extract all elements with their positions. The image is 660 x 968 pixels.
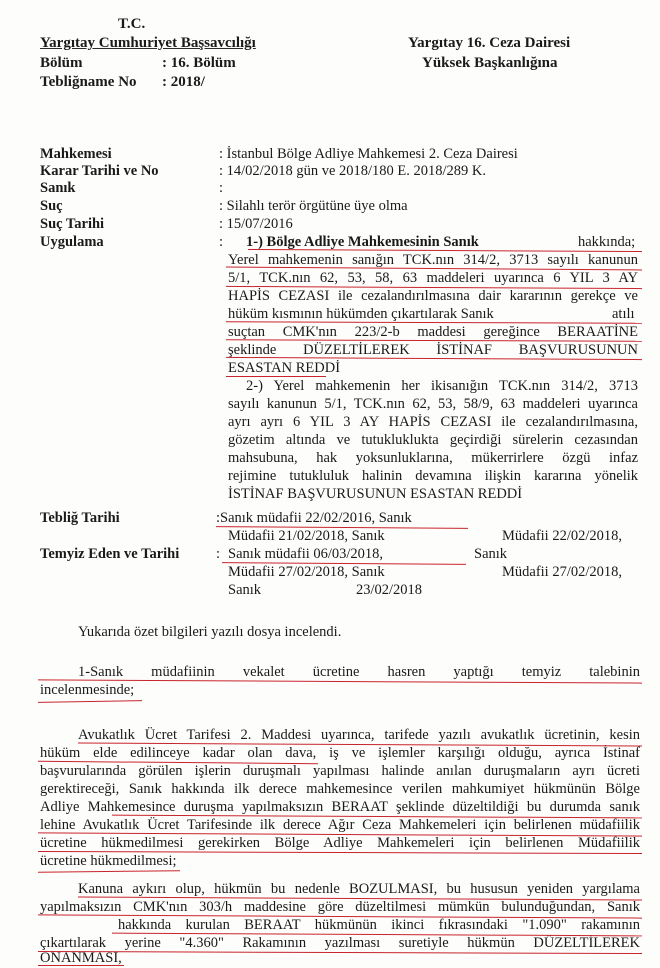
header-tebligname-value: : 2018/ xyxy=(162,74,205,90)
field-sanik-value: : xyxy=(219,180,224,196)
field-suc-value: : Silahlı terör örgütüne üye olma xyxy=(219,198,408,214)
body-p2-line-2: hüküm elde edilinceye kadar olan dava, iş ve işlemler karşılığı olduğu, ayrıca İstinaf xyxy=(40,745,640,761)
uygulama-line-9: 2-) Yerel mahkemenin her ikisanığın TCK.nın 314/2, 3713 xyxy=(246,378,638,394)
uygulama-line-12: gözetim altında ve tutukluklukta geçirdiği sürelerin cezasından xyxy=(228,432,638,448)
field-karar-label: Karar Tarihi ve No xyxy=(40,163,159,179)
uygulama-line-1a: 1-) Bölge Adliye Mahkemesinin Sanık xyxy=(246,234,479,250)
body-p3-line-2: yapılmaksızın CMK'nın 303/h maddesine göre düzeltilmesi mümkün bulunduğundan, Sanık xyxy=(40,899,640,915)
temyiz-line-3a: Sanık xyxy=(228,582,262,598)
uygulama-line-5a: hüküm kısmının hükümden çıkartılarak Sanık xyxy=(228,306,494,322)
uygulama-line-11: ayrı ayrı 6 YIL 3 AY HAPİS CEZASI ile cezalandırılmasına, xyxy=(228,414,638,430)
body-p3-line-4: çıkartılarak yerine "4.360" Rakamının yazılması suretiyle hükmün DÜZELTİLEREK xyxy=(40,935,640,951)
uygulama-line-1b: hakkında; xyxy=(578,234,636,250)
temyiz-line-1b: Sanık xyxy=(474,546,508,562)
body-p2-line-3: başvurularında görülen işlerin duruşmalı yapılması halinde anılan duruşmaların ayrı ücreti xyxy=(40,763,640,779)
teblig-line-2a: Müdafii 21/02/2018, Sanık xyxy=(228,528,385,544)
uygulama-line-2: Yerel mahkemenin sanığın TCK.nın 314/2, 3713 sayılı kanunun xyxy=(228,252,638,268)
body-p2-line-8: ücretine hükmedilmesi; xyxy=(40,853,177,869)
red-underline xyxy=(38,965,124,966)
field-suc-label: Suç xyxy=(40,198,63,214)
body-p3-line-1: Kanuna aykırı olup, hükmün bu nedenle BOZULMASI, bu hususun yeniden yargılama xyxy=(78,881,640,897)
header-tebligname-label: Tebliğname No xyxy=(40,74,137,90)
red-underline xyxy=(38,700,142,703)
field-suc-tarihi-value: : 15/07/2016 xyxy=(219,216,293,232)
header-left-title: Yargıtay Cumhuriyet Başsavcılığı xyxy=(40,35,256,51)
body-p2-line-4: gerektireceği, Sanık hakkında ilk derece mahkemesince verilen mahkumiyet hükmünün Bölge xyxy=(40,781,640,797)
uygulama-line-13: mahsubuna, hak yoksunluklarına, mükerrirlere özgü infaz xyxy=(228,450,638,466)
field-mahkemesi-value: : İstanbul Bölge Adliye Mahkemesi 2. Ceza Dairesi xyxy=(219,146,518,162)
field-uygulama-label: Uygulama xyxy=(40,234,104,250)
body-p2-line-5: Adliye Mahkemesince duruşma yapılmaksızın BERAAT şeklinde düzeltildiği bu durumda sanık xyxy=(40,799,640,815)
uygulama-line-15: İSTİNAF BAŞVURUSUNUN ESASTAN REDDİ xyxy=(228,486,523,502)
temyiz-colon: : xyxy=(216,546,221,562)
body-p2-line-1: Avukatlık Ücret Tarifesi 2. Maddesi uyarınca, tarifede yazılı avukatlık ücretinin, kesin xyxy=(78,727,640,743)
teblig-line-2b: Müdafii 22/02/2018, xyxy=(502,528,623,544)
body-p3-line-5: ONANMASI, xyxy=(40,950,122,966)
temyiz-line-2b: Müdafii 27/02/2018, xyxy=(502,564,623,580)
body-p1-line-1: 1-Sanık müdafiinin vekalet ücretine hasren yaptığı temyiz talebinin xyxy=(78,664,640,680)
header-bolum-value: : 16. Bölüm xyxy=(162,55,236,71)
field-karar-value: : 14/02/2018 gün ve 2018/180 E. 2018/289 K. xyxy=(219,163,487,179)
red-underline xyxy=(226,376,326,377)
field-uygulama-colon: : xyxy=(219,234,224,250)
body-p3-line-3: hakkında kurulan BERAAT hükmünün ikinci fıkrasındaki "1.090" rakamının xyxy=(118,917,640,933)
uygulama-line-4: HAPİS CEZASI ile cezalandırılmasına dair kararının gerekçe ve xyxy=(228,288,638,304)
header-bolum-label: Bölüm xyxy=(40,55,83,71)
uygulama-line-5b: atılı xyxy=(612,306,635,322)
body-p2-line-7: ücretine hükmedilmesi gerekirken Bölge Adliye Mahkemeleri için belirlenen Müdafiilik xyxy=(40,835,640,851)
header-tc: T.C. xyxy=(118,16,146,32)
field-suc-tarihi-label: Suç Tarihi xyxy=(40,216,105,232)
body-p1-line-2: incelenmesinde; xyxy=(40,682,135,698)
uygulama-line-14: rejimine tutukluluk halinin devamına ilişkin kararına yönelik xyxy=(228,468,638,484)
uygulama-line-6: suçtan CMK'nın 223/2-b maddesi gereğince BERAATİNE xyxy=(228,324,638,340)
teblig-line-1: :Sanık müdafii 22/02/2016, Sanık xyxy=(216,510,412,526)
field-mahkemesi-label: Mahkemesi xyxy=(40,146,112,162)
header-right-title-1: Yargıtay 16. Ceza Dairesi xyxy=(408,35,571,51)
teblig-label: Tebliğ Tarihi xyxy=(40,510,120,526)
temyiz-line-3b: 23/02/2018 xyxy=(356,582,423,598)
field-sanik-label: Sanık xyxy=(40,180,76,196)
body-p2-line-6: lehine Avukatlık Ücret Tarifesinde ilk derece Ağır Ceza Mahkemeleri için belirlenen müdafiilik xyxy=(40,817,640,833)
header-right-title-2: Yüksek Başkanlığına xyxy=(422,55,558,71)
uygulama-line-8: ESASTAN REDDİ xyxy=(228,360,341,376)
uygulama-line-7: şeklinde DÜZELTİLEREK İSTİNAF BAŞVURUSUNUN xyxy=(228,342,638,358)
red-underline xyxy=(38,870,180,872)
temyiz-line-2a: Müdafii 27/02/2018, Sanık xyxy=(228,564,385,580)
uygulama-line-3: 5/1, TCK.nın 62, 53, 58, 63 maddeleri uyarınca 6 YIL 3 AY xyxy=(228,270,638,286)
temyiz-label: Temyiz Eden ve Tarihi xyxy=(40,546,180,562)
body-intro: Yukarıda özet bilgileri yazılı dosya incelendi. xyxy=(78,624,342,640)
uygulama-line-10: sayılı kanunun 5/1, TCK.nın 62, 53, 58/9, 63 maddeleri uyarınca xyxy=(228,396,638,412)
temyiz-line-1a: Sanık müdafii 06/03/2018, xyxy=(228,546,384,562)
